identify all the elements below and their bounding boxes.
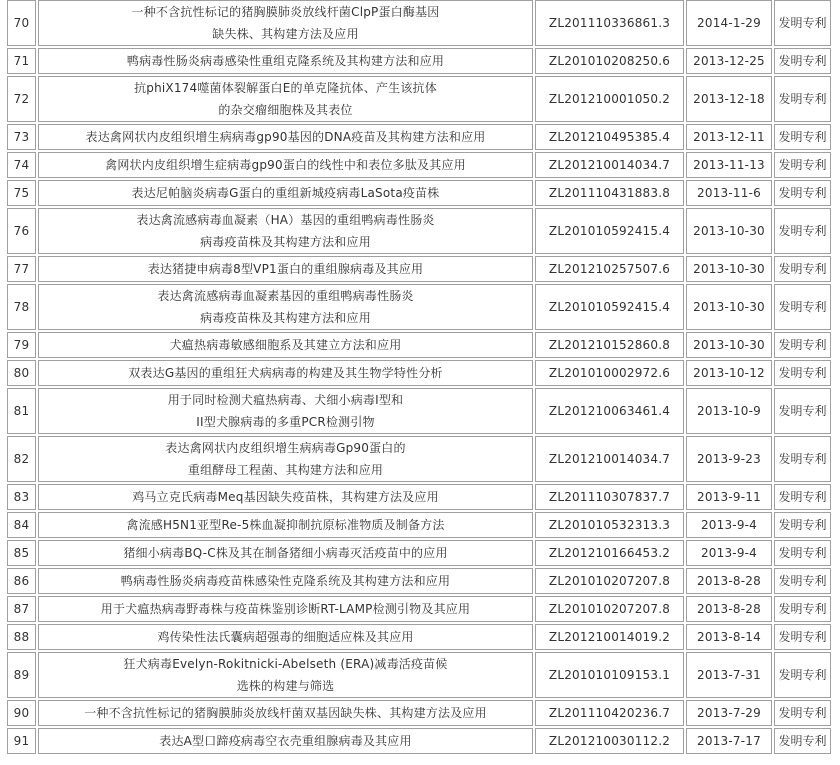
patent-type: 发明专利 — [774, 436, 831, 482]
patent-type: 发明专利 — [774, 568, 831, 594]
patent-type: 发明专利 — [774, 152, 831, 178]
row-number: 86 — [7, 568, 36, 594]
patent-title — [38, 332, 533, 358]
row-number: 78 — [7, 284, 36, 330]
patent-title-line: 抗phiX174噬菌体裂解蛋白E的单克隆抗体、产生该抗体 — [134, 81, 437, 95]
table-row — [7, 332, 831, 358]
grant-date: 2013-10-30 — [686, 208, 772, 254]
row-number: 88 — [7, 624, 36, 650]
patent-title-line: 病毒疫苗株及其构建方法和应用 — [200, 235, 371, 249]
grant-date: 2013-7-31 — [686, 652, 772, 698]
patent-type: 发明专利 — [774, 76, 831, 122]
patent-title-line: 用于同时检测犬瘟热病毒、犬细小病毒I型和 — [167, 393, 404, 407]
patent-title — [38, 512, 533, 538]
patent-table — [5, 0, 833, 756]
patent-type: 发明专利 — [774, 180, 831, 206]
patent-title-line: 重组酵母工程菌、其构建方法和应用 — [187, 463, 384, 477]
patent-type: 发明专利 — [774, 728, 831, 754]
table-row — [7, 208, 831, 254]
patent-type: 发明专利 — [774, 540, 831, 566]
grant-date: 2013-7-17 — [686, 728, 772, 754]
grant-date: 2013-10-12 — [686, 360, 772, 386]
patent-number: ZL201210257507.6 — [535, 256, 684, 282]
grant-date: 2013-8-28 — [686, 596, 772, 622]
table-row — [7, 512, 831, 538]
table-row — [7, 180, 831, 206]
table-row — [7, 284, 831, 330]
table-row — [7, 360, 831, 386]
table-row — [7, 700, 831, 726]
table-row — [7, 568, 831, 594]
patent-title-line: 鸡马立克氏病毒Meq基因缺失疫苗株，其构建方法及应用 — [132, 489, 439, 504]
row-number: 80 — [7, 360, 36, 386]
patent-number: ZL201010592415.4 — [535, 284, 684, 330]
row-number: 81 — [7, 388, 36, 434]
patent-title — [38, 624, 533, 650]
table-row — [7, 388, 831, 434]
patent-number: ZL201010592415.4 — [535, 208, 684, 254]
grant-date: 2013-11-13 — [686, 152, 772, 178]
patent-type: 发明专利 — [774, 208, 831, 254]
patent-type: 发明专利 — [774, 284, 831, 330]
patent-number: ZL201210063461.4 — [535, 388, 684, 434]
patent-title-line: 一种不含抗性标记的猪胸膜肺炎放线杆菌双基因缺失株、其构建方法及应用 — [84, 705, 487, 720]
patent-title-line: 缺失株、其构建方法及应用 — [212, 27, 359, 41]
patent-title — [38, 256, 533, 282]
row-number: 85 — [7, 540, 36, 566]
table-row — [7, 596, 831, 622]
patent-title-line: 禽网状内皮组织增生症病毒gp90蛋白的线性中和表位多肽及其应用 — [105, 157, 466, 172]
row-number: 84 — [7, 512, 36, 538]
row-number: 87 — [7, 596, 36, 622]
grant-date: 2013-10-30 — [686, 256, 772, 282]
patent-title — [38, 284, 533, 330]
patent-title — [38, 568, 533, 594]
patent-title-line: 表达尼帕脑炎病毒G蛋白的重组新城疫病毒LaSota疫苗株 — [131, 185, 440, 200]
patent-number: ZL201010207207.8 — [535, 596, 684, 622]
patent-title-line: 表达禽网状内皮组织增生病病毒Gp90蛋白的 — [165, 441, 406, 455]
patent-number: ZL201210014034.7 — [535, 152, 684, 178]
patent-type: 发明专利 — [774, 652, 831, 698]
patent-title-line: 狂犬病毒Evelyn-Rokitnicki-Abelseth (ERA)减毒活疫苗候 — [123, 657, 448, 671]
patent-title — [38, 700, 533, 726]
patent-title — [38, 48, 533, 74]
row-number: 75 — [7, 180, 36, 206]
row-number: 74 — [7, 152, 36, 178]
patent-rows — [7, 0, 831, 754]
patent-title-line: 犬瘟热病毒敏感细胞系及其建立方法和应用 — [169, 337, 402, 352]
grant-date: 2013-12-11 — [686, 124, 772, 150]
patent-type: 发明专利 — [774, 0, 831, 46]
patent-type: 发明专利 — [774, 332, 831, 358]
row-number: 70 — [7, 0, 36, 46]
patent-title — [38, 208, 533, 254]
patent-number: ZL201010207207.8 — [535, 568, 684, 594]
patent-number: ZL201110336861.3 — [535, 0, 684, 46]
patent-number: ZL201010109153.1 — [535, 652, 684, 698]
table-row — [7, 436, 831, 482]
grant-date: 2013-10-30 — [686, 284, 772, 330]
patent-type: 发明专利 — [774, 700, 831, 726]
patent-title — [38, 484, 533, 510]
table-row — [7, 124, 831, 150]
row-number: 83 — [7, 484, 36, 510]
table-row — [7, 624, 831, 650]
patent-title — [38, 360, 533, 386]
patent-title-line: 鸡传染性法氏囊病超强毒的细胞适应株及其应用 — [157, 629, 414, 644]
table-row — [7, 0, 831, 46]
patent-title-line: 禽流感H5N1亚型Re-5株血凝抑制抗原标准物质及制备方法 — [126, 517, 445, 532]
table-row — [7, 540, 831, 566]
patent-number: ZL201110431883.8 — [535, 180, 684, 206]
row-number: 71 — [7, 48, 36, 74]
patent-number: ZL201210030112.2 — [535, 728, 684, 754]
grant-date: 2013-10-30 — [686, 332, 772, 358]
patent-number: ZL201210166453.2 — [535, 540, 684, 566]
table-row — [7, 152, 831, 178]
patent-title-line: 一种不含抗性标记的猪胸膜肺炎放线杆菌ClpP蛋白酶基因 — [131, 5, 440, 19]
patent-title-line: 选株的构建与筛选 — [236, 679, 335, 693]
patent-number: ZL201210152860.8 — [535, 332, 684, 358]
patent-title — [38, 596, 533, 622]
patent-title-line: 表达禽流感病毒血凝素基因的重组鸭病毒性肠炎 — [157, 289, 414, 303]
patent-title-line: 双表达G基因的重组狂犬病病毒的构建及其生物学特性分析 — [128, 365, 443, 380]
patent-type: 发明专利 — [774, 360, 831, 386]
grant-date: 2014-1-29 — [686, 0, 772, 46]
table-row — [7, 652, 831, 698]
row-number: 76 — [7, 208, 36, 254]
patent-type: 发明专利 — [774, 624, 831, 650]
table-row — [7, 256, 831, 282]
patent-title-line: 表达猪捷申病毒8型VP1蛋白的重组腺病毒及其应用 — [147, 261, 424, 276]
patent-title — [38, 124, 533, 150]
grant-date: 2013-8-14 — [686, 624, 772, 650]
grant-date: 2013-8-28 — [686, 568, 772, 594]
patent-title — [38, 388, 533, 434]
patent-title-line: II型犬腺病毒的多重PCR检测引物 — [196, 415, 375, 429]
patent-title — [38, 728, 533, 754]
patent-type: 发明专利 — [774, 388, 831, 434]
grant-date: 2013-10-9 — [686, 388, 772, 434]
patent-title-line: 表达禽网状内皮组织增生病病毒gp90基因的DNA疫苗及其构建方法和应用 — [85, 129, 486, 144]
row-number: 79 — [7, 332, 36, 358]
patent-number: ZL201110307837.7 — [535, 484, 684, 510]
patent-title — [38, 152, 533, 178]
grant-date: 2013-12-18 — [686, 76, 772, 122]
grant-date: 2013-12-25 — [686, 48, 772, 74]
patent-title — [38, 76, 533, 122]
patent-number: ZL201010208250.6 — [535, 48, 684, 74]
patent-type: 发明专利 — [774, 256, 831, 282]
patent-title-line: 表达禽流感病毒血凝素（HA）基因的重组鸭病毒性肠炎 — [136, 213, 435, 227]
patent-type: 发明专利 — [774, 484, 831, 510]
table-row — [7, 76, 831, 122]
table-row — [7, 484, 831, 510]
grant-date: 2013-9-23 — [686, 436, 772, 482]
patent-type: 发明专利 — [774, 512, 831, 538]
patent-type: 发明专利 — [774, 596, 831, 622]
patent-title — [38, 180, 533, 206]
row-number: 89 — [7, 652, 36, 698]
patent-number: ZL201210001050.2 — [535, 76, 684, 122]
row-number: 82 — [7, 436, 36, 482]
patent-number: ZL201210014034.7 — [535, 436, 684, 482]
patent-number: ZL201110420236.7 — [535, 700, 684, 726]
patent-title-line: 病毒疫苗株及其构建方法和应用 — [200, 311, 371, 325]
row-number: 77 — [7, 256, 36, 282]
patent-number: ZL201210014019.2 — [535, 624, 684, 650]
grant-date: 2013-9-4 — [686, 512, 772, 538]
patent-title-line: 表达A型口蹄疫病毒空衣壳重组腺病毒及其应用 — [159, 733, 412, 748]
grant-date: 2013-11-6 — [686, 180, 772, 206]
grant-date: 2013-9-11 — [686, 484, 772, 510]
patent-title-line: 猪细小病毒BQ-C株及其在制备猪细小病毒灭活疫苗中的应用 — [123, 545, 448, 560]
patent-type: 发明专利 — [774, 124, 831, 150]
table-row — [7, 728, 831, 754]
grant-date: 2013-7-29 — [686, 700, 772, 726]
patent-title-line: 用于犬瘟热病毒野毒株与疫苗株鉴别诊断RT-LAMP检测引物及其应用 — [100, 601, 471, 616]
patent-title — [38, 0, 533, 46]
patent-title-line: 鸭病毒性肠炎病毒感染性重组克隆系统及其构建方法和应用 — [126, 53, 445, 68]
patent-number: ZL201010532313.3 — [535, 512, 684, 538]
patent-type: 发明专利 — [774, 48, 831, 74]
patent-number: ZL201010002972.6 — [535, 360, 684, 386]
patent-title-line: 的杂交瘤细胞株及其表位 — [218, 103, 353, 117]
row-number: 90 — [7, 700, 36, 726]
table-row — [7, 48, 831, 74]
patent-title-line: 鸭病毒性肠炎病毒疫苗株感染性克隆系统及其构建方法和应用 — [120, 573, 451, 588]
patent-number: ZL201210495385.4 — [535, 124, 684, 150]
patent-title — [38, 540, 533, 566]
row-number: 91 — [7, 728, 36, 754]
patent-title — [38, 436, 533, 482]
row-number: 73 — [7, 124, 36, 150]
grant-date: 2013-9-4 — [686, 540, 772, 566]
patent-title — [38, 652, 533, 698]
row-number: 72 — [7, 76, 36, 122]
